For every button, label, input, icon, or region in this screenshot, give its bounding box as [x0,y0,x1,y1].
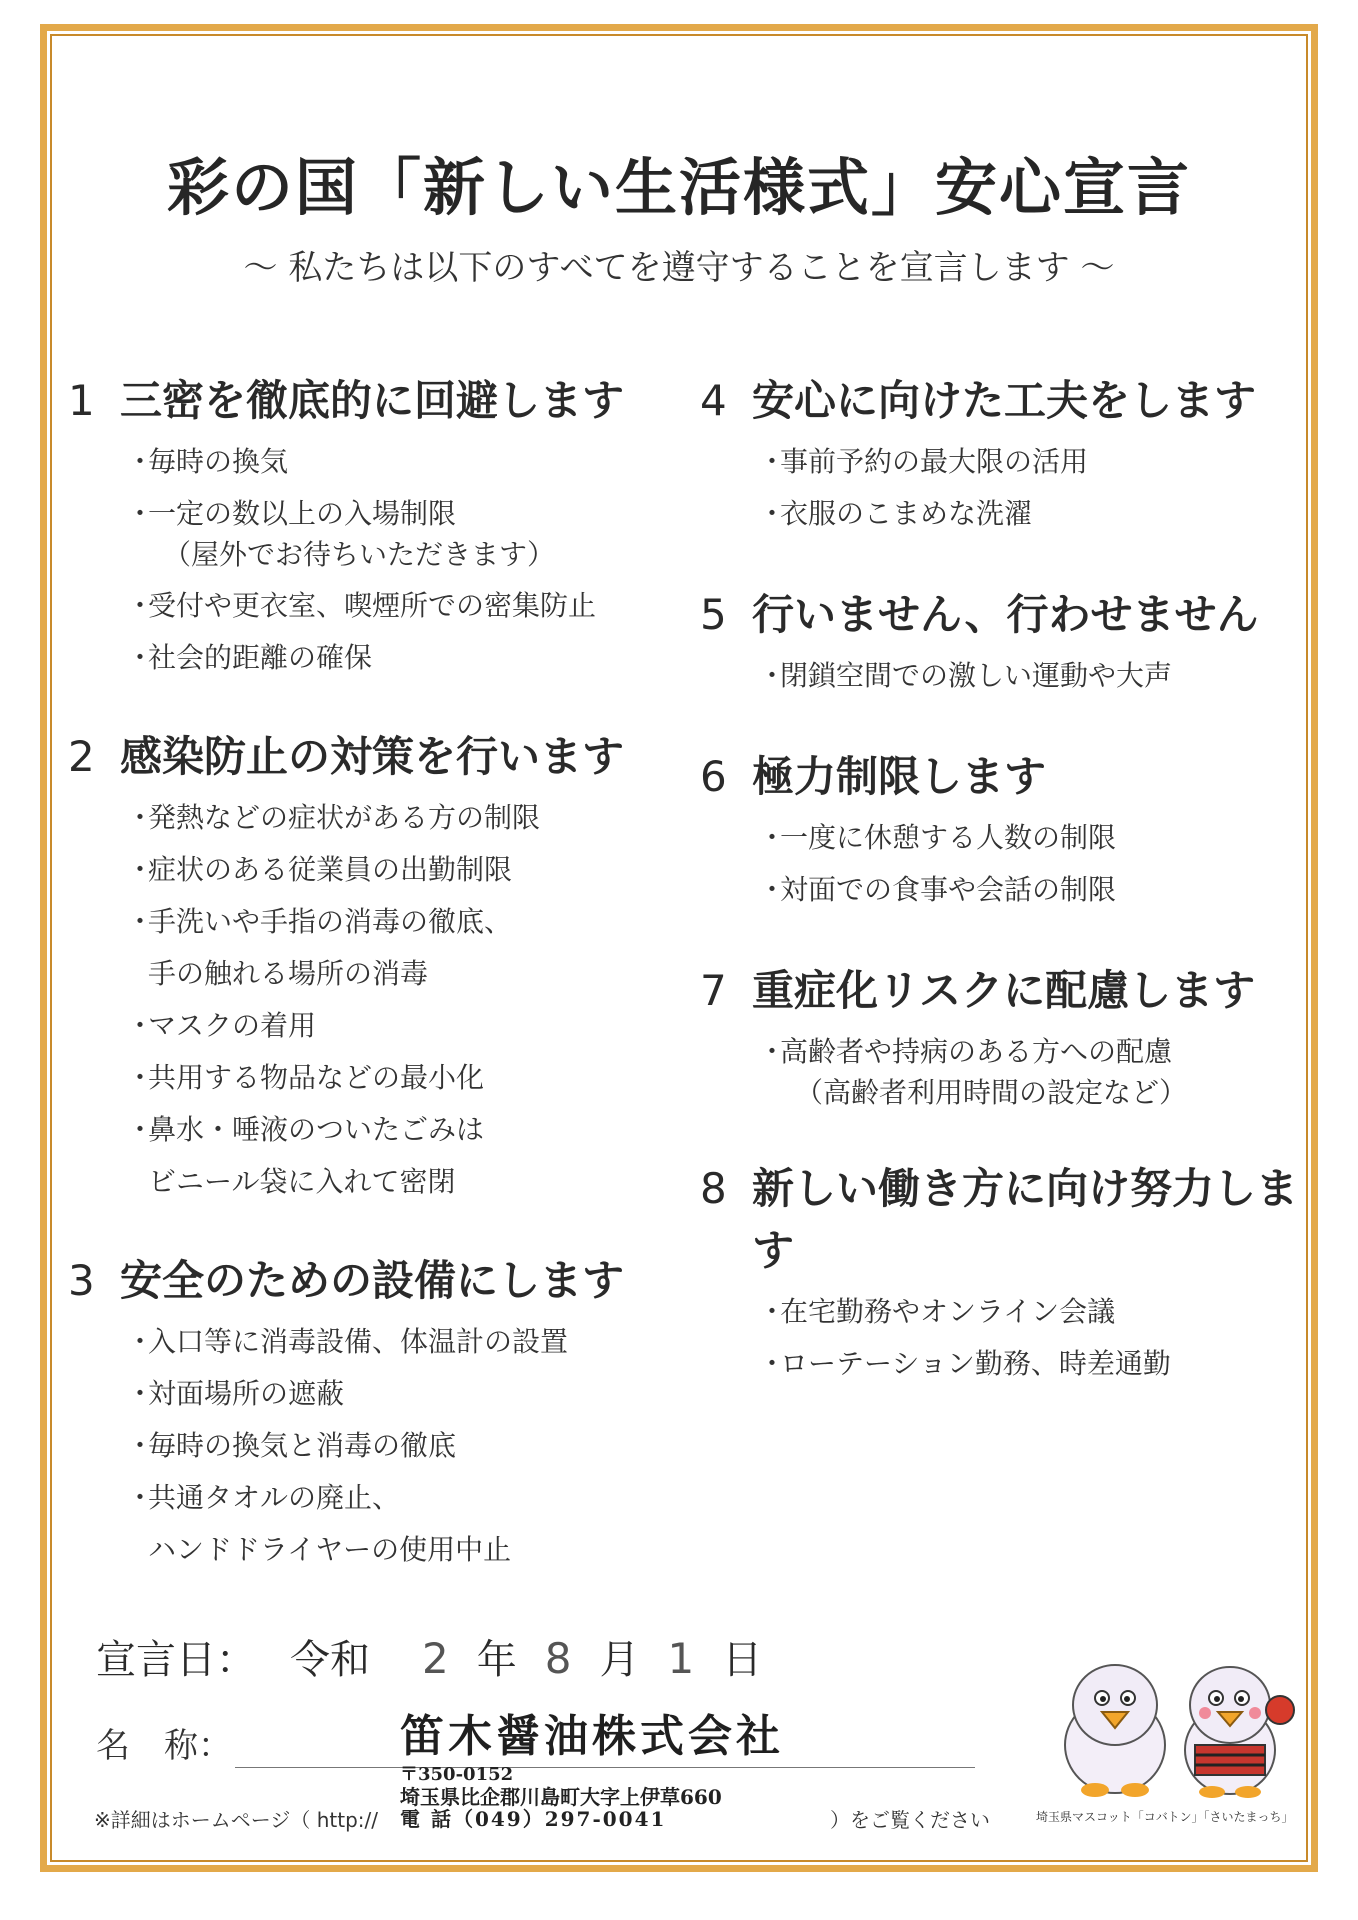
list-item [700,812,1300,864]
bullet-icon: ・ [758,1347,787,1380]
list-item-text: 症状のある従業員の出勤制限 [148,853,513,886]
section-items [700,436,1300,540]
section-title: 新しい働き方に向け努力します [752,1164,1299,1275]
company-address [400,1764,722,1830]
bullet-icon: ・ [126,641,155,674]
list-item-text: 毎時の換気 [148,445,289,478]
section-title: 極力制限します [752,752,1047,801]
bullet-icon: ・ [126,1377,155,1410]
section-items [700,812,1300,916]
section-heading [700,746,1300,808]
section-heading [700,1158,1300,1282]
bullet-icon: ・ [758,1035,787,1068]
list-item [700,1338,1300,1390]
list-item-note: （屋外でお待ちいただきます） [163,538,556,571]
month-unit: 月 [599,1637,640,1683]
section-4 [700,370,1300,540]
month-value: 8 [544,1634,572,1683]
list-item-text: 高齢者や持病のある方への配慮 [780,1035,1173,1068]
section-heading [700,584,1300,646]
list-item [700,1026,1300,1078]
list-item-text: 手洗いや手指の消毒の徹底、 [148,905,513,938]
bullet-icon: ・ [126,1009,155,1042]
declaration-label: 宣言日： [96,1637,256,1683]
bullet-icon: ・ [126,1061,155,1094]
bullet-icon: ・ [758,445,787,478]
list-item-text: 鼻水・唾液のついたごみは [148,1113,485,1146]
address-tel: 電 話（049）297-0041 [400,1807,667,1831]
section-number: 3 [68,1256,95,1305]
bullet-icon: ・ [126,905,155,938]
bullet-icon: ・ [126,853,155,886]
list-item [68,844,668,896]
section-number: 8 [700,1164,727,1213]
section-7 [700,960,1300,1114]
section-number: 6 [700,752,727,801]
bullet-icon: ・ [758,821,787,854]
address-zip: 〒350-0152 [400,1764,514,1785]
name-label: 名 称： [96,1726,232,1766]
company-stamp: 笛木醤油株式会社 [400,1711,784,1762]
page-subtitle: ～ 私たちは以下のすべてを遵守することを宣言します ～ [243,248,1115,288]
homepage-note-prefix: ※詳細はホームページ（ http:// [94,1808,378,1832]
list-item [68,632,668,684]
list-item [68,1472,668,1524]
section-title: 安全のための設備にします [120,1256,625,1305]
list-item-text: マスクの着用 [148,1009,317,1042]
section-heading [68,370,668,432]
section-items [700,650,1300,702]
list-item-text: 対面場所の遮蔽 [148,1377,345,1410]
bullet-icon: ・ [126,801,155,834]
list-item [68,896,668,948]
saitamacchi-mascot-icon [1185,1667,1294,1798]
list-item [68,488,668,540]
bullet-icon: ・ [758,659,787,692]
list-item-text: 在宅勤務やオンライン会議 [780,1295,1116,1328]
list-item-text: ローテーション勤務、時差通勤 [780,1347,1171,1380]
address-line: 埼玉県比企郡川島町大字上伊草660 [400,1785,722,1809]
section-number: 2 [68,732,95,781]
list-item [68,436,668,488]
list-item-text: 衣服のこまめな洗濯 [780,497,1033,530]
section-title: 三密を徹底的に回避します [120,376,625,425]
section-1 [68,370,668,684]
list-item-text: 対面での食事や会話の制限 [780,873,1117,906]
list-item-continuation: ビニール袋に入れて密閉 [148,1165,456,1198]
list-item-text: 発熱などの症状がある方の制限 [148,801,541,834]
list-item-text: 一度に休憩する人数の制限 [780,821,1117,854]
list-item-continuation: 手の触れる場所の消毒 [148,957,429,990]
list-item [68,1420,668,1472]
section-items [700,1286,1300,1390]
section-5 [700,584,1300,702]
section-heading [700,370,1300,432]
list-item [700,488,1300,540]
list-item-text: 閉鎖空間での激しい運動や大声 [780,659,1173,692]
declaration-date [96,1628,762,1685]
kobaton-mascot-icon [1065,1665,1165,1797]
list-item-text: 受付や更衣室、喫煙所での密集防止 [148,589,597,622]
bullet-icon: ・ [758,1295,787,1328]
section-items [68,792,668,1208]
list-item [68,792,668,844]
list-item-text: 社会的距離の確保 [148,641,373,674]
year-value: 2 [422,1634,449,1683]
list-item-text: 事前予約の最大限の活用 [780,445,1089,478]
bullet-icon: ・ [126,1429,155,1462]
list-item [700,1286,1300,1338]
bullet-icon: ・ [126,1325,155,1358]
list-item [700,436,1300,488]
mascot-illustration [1040,1650,1300,1800]
section-8 [700,1158,1300,1390]
section-heading [68,726,668,788]
section-2 [68,726,668,1208]
right-column [700,370,1300,1390]
list-item [68,580,668,632]
list-item [68,1104,668,1156]
era: 令和 [290,1637,370,1683]
list-item [700,650,1300,702]
bullet-icon: ・ [126,1481,155,1514]
list-item-text: 共通タオルの廃止、 [148,1481,401,1514]
bullet-icon: ・ [126,589,155,622]
left-column [68,370,668,1576]
list-item-text: 共用する物品などの最小化 [148,1061,485,1094]
list-item-text: 毎時の換気と消毒の徹底 [148,1429,457,1462]
list-item-text: 一定の数以上の入場制限 [148,497,457,530]
list-item [700,864,1300,916]
page-title: 彩の国「新しい生活様式」安心宣言 [166,151,1191,224]
bullet-icon: ・ [126,1113,155,1146]
bullet-icon: ・ [126,497,155,530]
year-unit: 年 [476,1637,517,1683]
section-title: 行いません、行わせません [752,590,1259,639]
section-number: 4 [700,376,727,425]
list-item [68,1368,668,1420]
list-item [68,1000,668,1052]
section-3 [68,1250,668,1576]
list-item-text: 入口等に消毒設備、体温計の設置 [148,1325,569,1358]
list-item [68,1052,668,1104]
section-6 [700,746,1300,916]
section-title: 感染防止の対策を行います [120,732,625,781]
list-item [68,1316,668,1368]
section-title: 安心に向けた工夫をします [752,376,1257,425]
section-title: 重症化リスクに配慮します [752,966,1256,1015]
homepage-note-suffix: ）をご覧ください [830,1808,990,1832]
day-value: 1 [667,1634,695,1683]
list-item-continuation: ハンドドライヤーの使用中止 [148,1533,512,1566]
bullet-icon: ・ [758,873,787,906]
section-items [68,1316,668,1576]
section-items [68,436,668,684]
section-number: 5 [700,590,727,639]
day-unit: 日 [722,1637,763,1683]
bullet-icon: ・ [126,445,155,478]
section-number: 7 [700,966,727,1015]
mascot-caption: 埼玉県マスコット「コバトン」「さいたまっち」 [1036,1810,1294,1824]
section-items [700,1026,1300,1114]
section-heading [700,960,1300,1022]
section-number: 1 [68,376,95,425]
section-heading [68,1250,668,1312]
list-item-note: （高齢者利用時間の設定など） [795,1076,1188,1109]
bullet-icon: ・ [758,497,787,530]
